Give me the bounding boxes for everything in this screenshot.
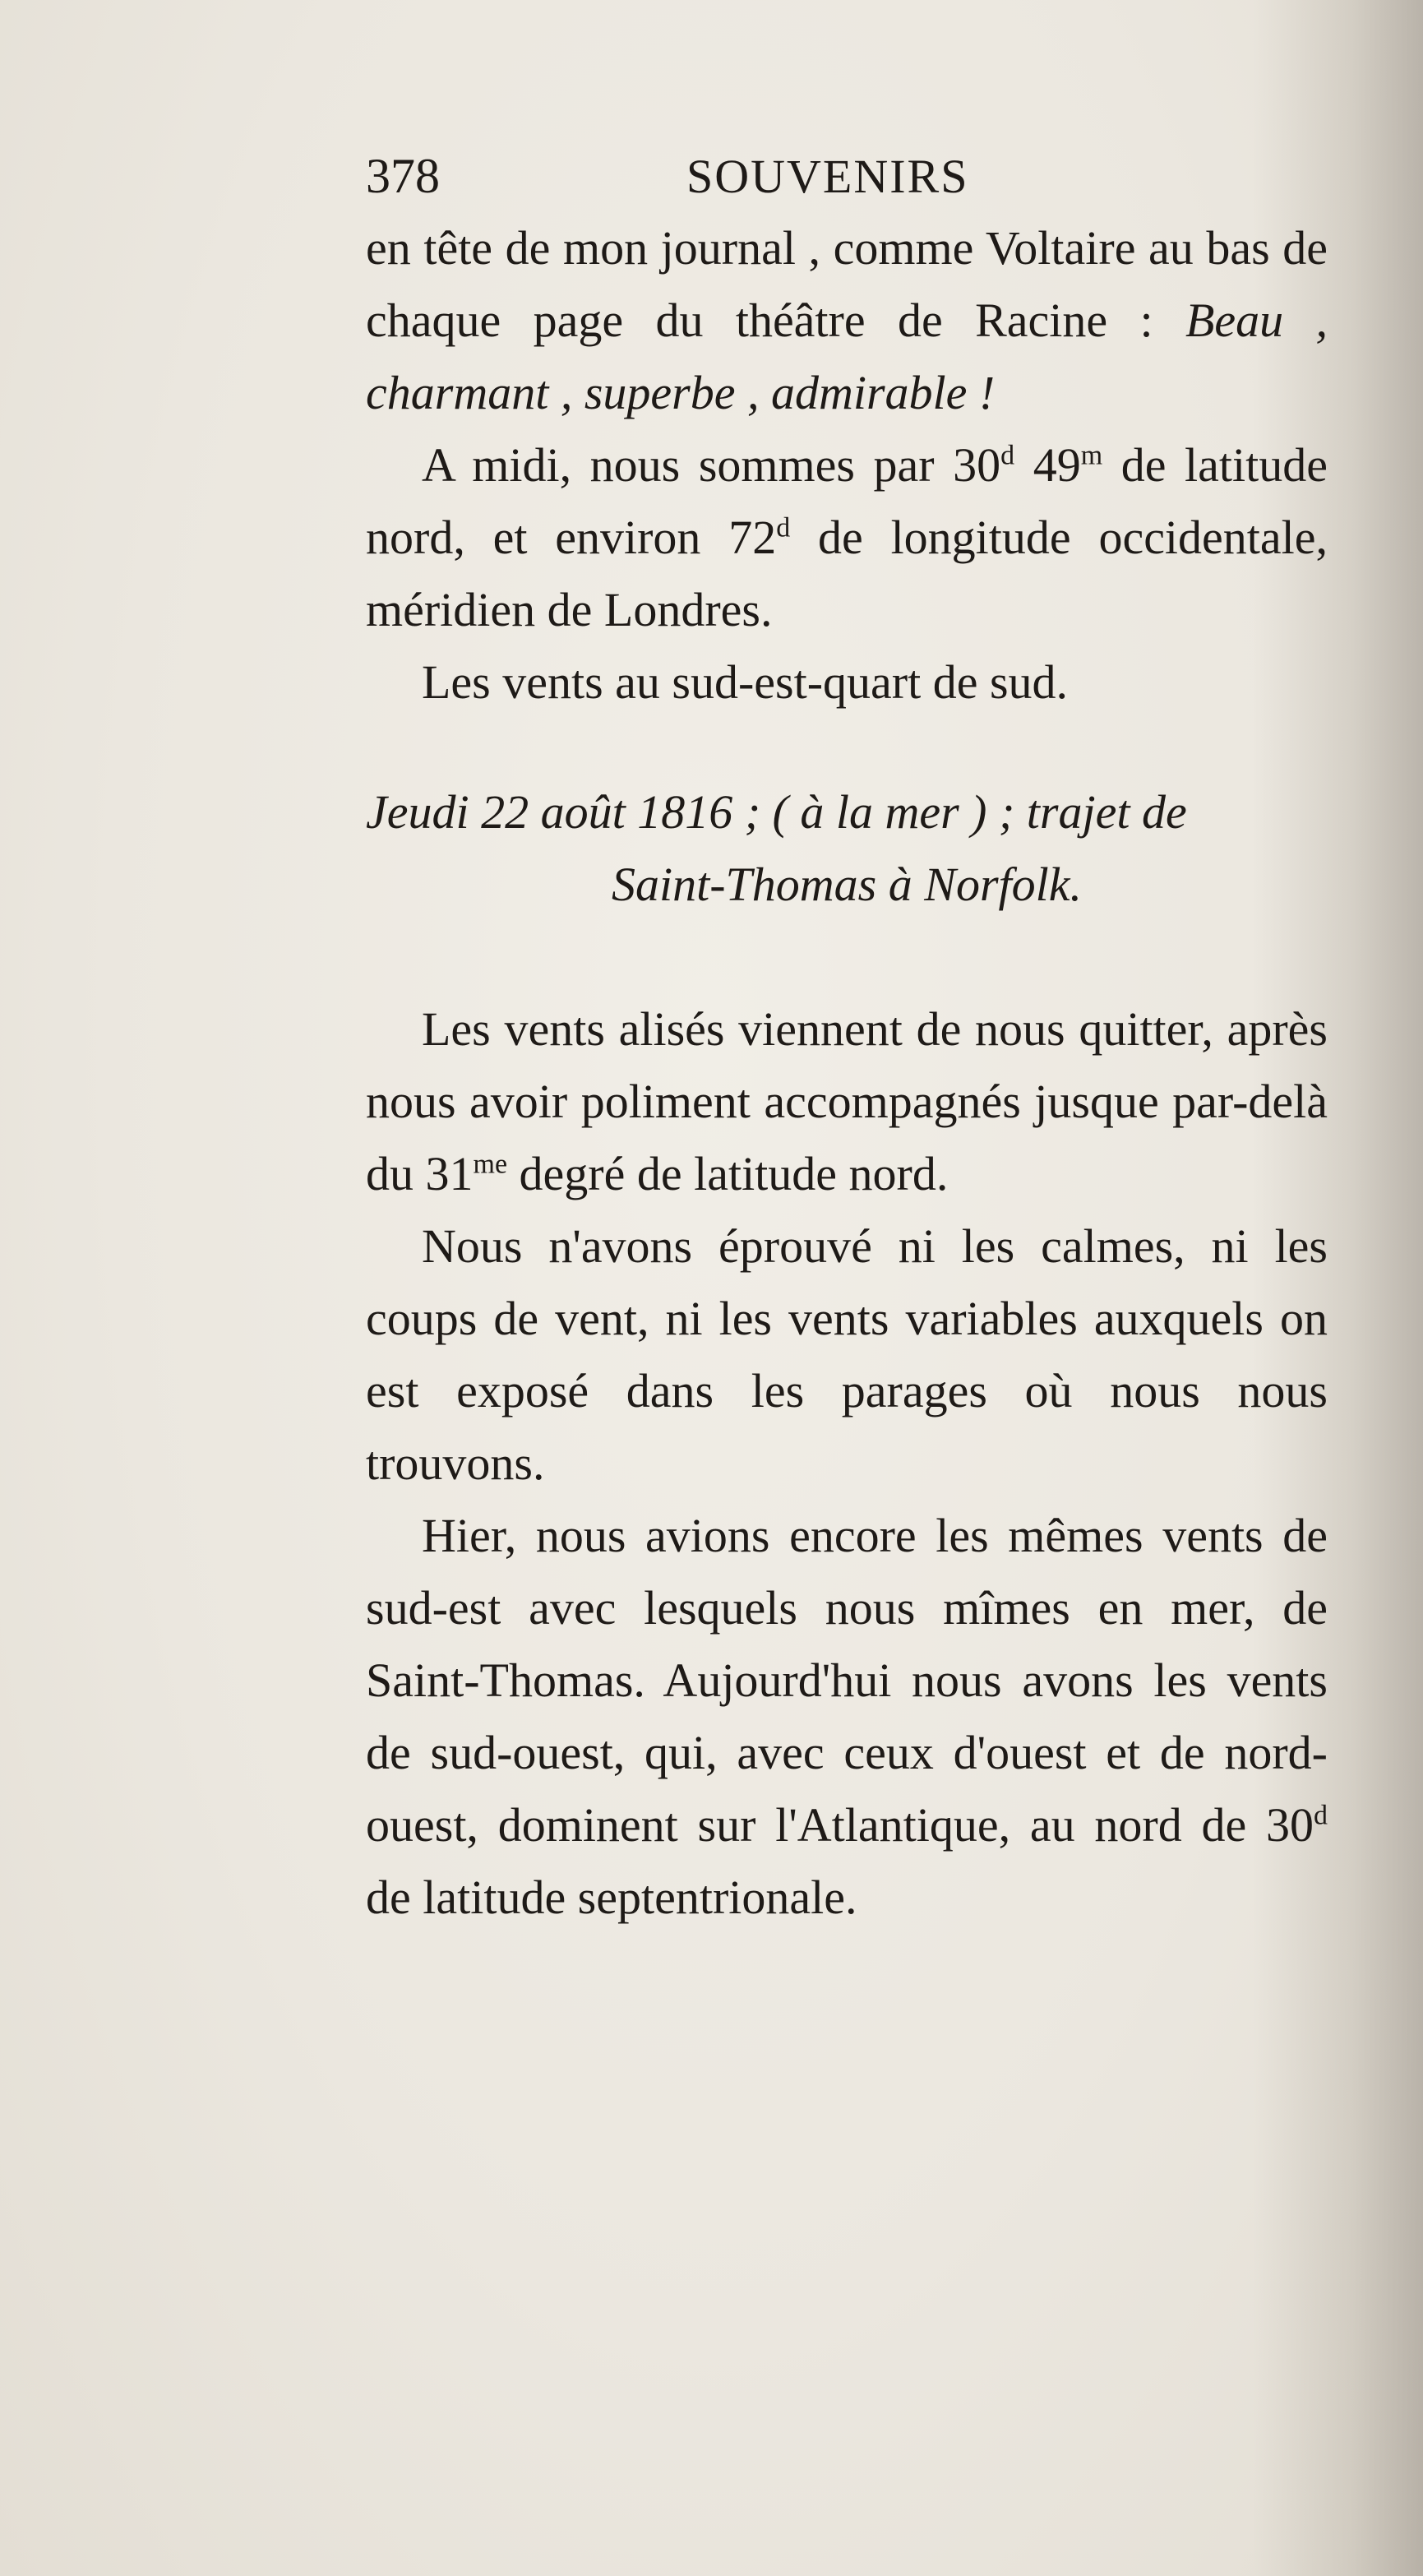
text-segment: de latitude septentrionale. — [366, 1871, 857, 1924]
paragraph-continued — [366, 212, 1328, 429]
paragraph-calms: Nous n'avons éprouvé ni les calmes, ni les coups de vent, ni les vents variables auxquels on est exposé dans les parages où nous nous trouvons. — [366, 1219, 1328, 1490]
entry-heading-line-1: Jeudi 22 août 1816 ; ( à la mer ) ; trajet de — [366, 785, 1187, 839]
page-header — [366, 140, 1328, 212]
superscript: m — [1080, 440, 1103, 471]
journal-entry-heading — [366, 776, 1328, 921]
superscript: d — [776, 512, 791, 543]
text-segment: Les vents alisés viennent de nous quitter, après nous avoir poliment accompagnés jusque par-delà du 31 — [366, 1002, 1328, 1200]
text-segment: 49 — [1014, 438, 1081, 492]
page-content — [366, 140, 1328, 1934]
paragraph-trade-winds — [366, 993, 1328, 1210]
paragraph-noon-position — [366, 429, 1328, 646]
paragraph-winds: Les vents au sud-est-quart de sud. — [422, 655, 1069, 709]
superscript: d — [1314, 1800, 1328, 1831]
running-title: SOUVENIRS — [686, 150, 969, 203]
superscript: d — [1000, 440, 1015, 471]
page-number: 378 — [366, 149, 440, 203]
paragraph-yesterday — [366, 1500, 1328, 1934]
text-segment: de latitude nord, et environ 72 — [366, 438, 1328, 564]
paragraph-text: en tête de mon journal , comme Voltaire au bas de chaque page du théâtre de Racine : — [366, 221, 1328, 347]
superscript: me — [473, 1149, 508, 1180]
entry-heading-line-2: Saint-Thomas à Norfolk. — [612, 858, 1082, 911]
text-segment: A midi, nous sommes par 30 — [422, 438, 1001, 492]
text-segment: Hier, nous avions encore les mêmes vents de sud-est avec lesquels nous mîmes en mer, de Saint-Thomas. Aujourd'hui nous avons les vents de sud-ouest, qui, avec ceux d'ouest et de nord-ouest, dominent sur l'Atlantique, au nord de 30 — [366, 1509, 1328, 1852]
text-segment: de longitude occidentale, méridien de Londres. — [366, 511, 1328, 636]
text-segment: degré de latitude nord. — [507, 1147, 949, 1200]
italic-quote: Beau , charmant , superbe , admirable ! — [366, 294, 1328, 419]
